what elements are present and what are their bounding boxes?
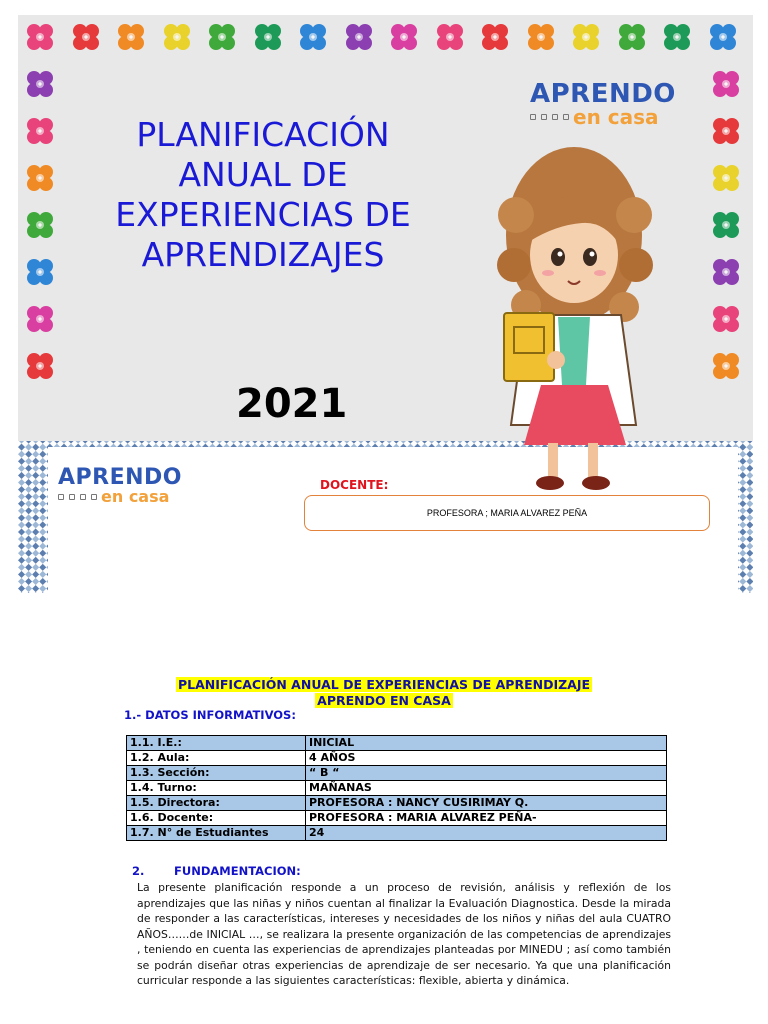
logo-line1: APRENDO: [58, 465, 182, 490]
row-label: 1.6. Docente:: [127, 811, 306, 826]
row-label: 1.7. N° de Estudiantes: [127, 826, 306, 841]
row-value: “ B “: [306, 766, 667, 781]
table-row: [127, 826, 667, 841]
flower-icon: [712, 258, 740, 286]
table-row: [127, 751, 667, 766]
flower-icon: [26, 117, 54, 145]
logo-line2: en casa: [573, 105, 659, 129]
flower-icon: [26, 352, 54, 380]
flower-icon: [26, 70, 54, 98]
flower-icon: [712, 70, 740, 98]
table-row: [127, 796, 667, 811]
cover-page: [18, 15, 753, 593]
flower-icon: [390, 23, 418, 51]
flower-icon: [254, 23, 282, 51]
logo-dots-icon: [58, 494, 97, 500]
flower-icon: [345, 23, 373, 51]
logo-line1: APRENDO: [530, 79, 676, 109]
docente-label: DOCENTE:: [320, 478, 389, 492]
table-row: [127, 736, 667, 751]
row-value: PROFESORA : MARIA ALVAREZ PEÑA-: [306, 811, 667, 826]
flower-icon: [26, 23, 54, 51]
cover-title-line: PLANIFICACIÓN: [136, 115, 390, 154]
document-heading-line2: APRENDO EN CASA: [317, 693, 451, 708]
datos-informativos-table: [126, 735, 667, 841]
logo-line2: en casa: [101, 487, 170, 506]
table-row: [127, 766, 667, 781]
row-label: 1.5. Directora:: [127, 796, 306, 811]
row-value: 24: [306, 826, 667, 841]
row-label: 1.4. Turno:: [127, 781, 306, 796]
logo-dots-icon: [530, 114, 569, 120]
row-value: MAÑANAS: [306, 781, 667, 796]
flower-icon: [208, 23, 236, 51]
row-value: 4 AÑOS: [306, 751, 667, 766]
table-row: [127, 781, 667, 796]
flower-icon: [712, 117, 740, 145]
flower-icon: [436, 23, 464, 51]
flower-icon: [26, 305, 54, 333]
document-heading-line1: PLANIFICACIÓN ANUAL DE EXPERIENCIAS DE APRENDIZAJE: [177, 677, 591, 692]
cover-title-line: APRENDIZAJES: [141, 235, 385, 274]
flower-icon: [712, 305, 740, 333]
section2-number: 2.: [132, 864, 145, 878]
cover-title-line: ANUAL DE: [178, 155, 348, 194]
aprendo-en-casa-logo: [530, 81, 676, 127]
flower-icon: [26, 258, 54, 286]
flower-icon: [572, 23, 600, 51]
cover-year: 2021: [236, 381, 348, 427]
flower-icon: [663, 23, 691, 51]
flower-icon: [481, 23, 509, 51]
row-label: 1.1. I.E.:: [127, 736, 306, 751]
docente-value: PROFESORA ; MARIA ALVAREZ PEÑA: [426, 508, 588, 518]
row-label: 1.2. Aula:: [127, 751, 306, 766]
flower-icon: [709, 23, 737, 51]
flower-icon: [527, 23, 555, 51]
section2-label: FUNDAMENTACION:: [174, 864, 301, 878]
flower-icon: [712, 164, 740, 192]
section2-title: [132, 864, 301, 878]
flower-icon: [72, 23, 100, 51]
cover-title-line: EXPERIENCIAS DE: [115, 195, 411, 234]
flower-icon: [299, 23, 327, 51]
flower-icon: [163, 23, 191, 51]
fundamentacion-paragraph: La presente planificación responde a un proceso de revisión, análisis y reflexión de los aprendizajes que las niñas y niños cuentan al finalizar la Evaluación Diagnostica. Desde la mirada de responder a las características, intereses y necesidades de los niños y niñas del aula CUATRO AÑOS……de INICIAL …, se realizara la presente organización de las competencias de aprendizajes , teniendo en cuenta las experiencias de aprendizajes planteadas por MINEDU ; así como también se podrán diseñar otras experiencias de aprendizaje de ser necesario. Ya que una planificación curricular responde a las siguientes características: flexible, abierta y dinámica.: [137, 881, 671, 987]
aprendo-en-casa-logo: [58, 467, 182, 505]
row-label: 1.3. Sección:: [127, 766, 306, 781]
section1-title: 1.- DATOS INFORMATIVOS:: [124, 708, 296, 722]
row-value: INICIAL: [306, 736, 667, 751]
cover-title: [108, 115, 418, 275]
flower-icon: [618, 23, 646, 51]
flower-icon: [712, 211, 740, 239]
table-row: [127, 811, 667, 826]
flower-icon: [26, 164, 54, 192]
docente-box: [304, 495, 710, 531]
teacher-girl-illustration: [486, 145, 656, 500]
row-value: PROFESORA : NANCY CUSIRIMAY Q.: [306, 796, 667, 811]
flower-icon: [26, 211, 54, 239]
flower-icon: [117, 23, 145, 51]
flower-icon: [712, 352, 740, 380]
